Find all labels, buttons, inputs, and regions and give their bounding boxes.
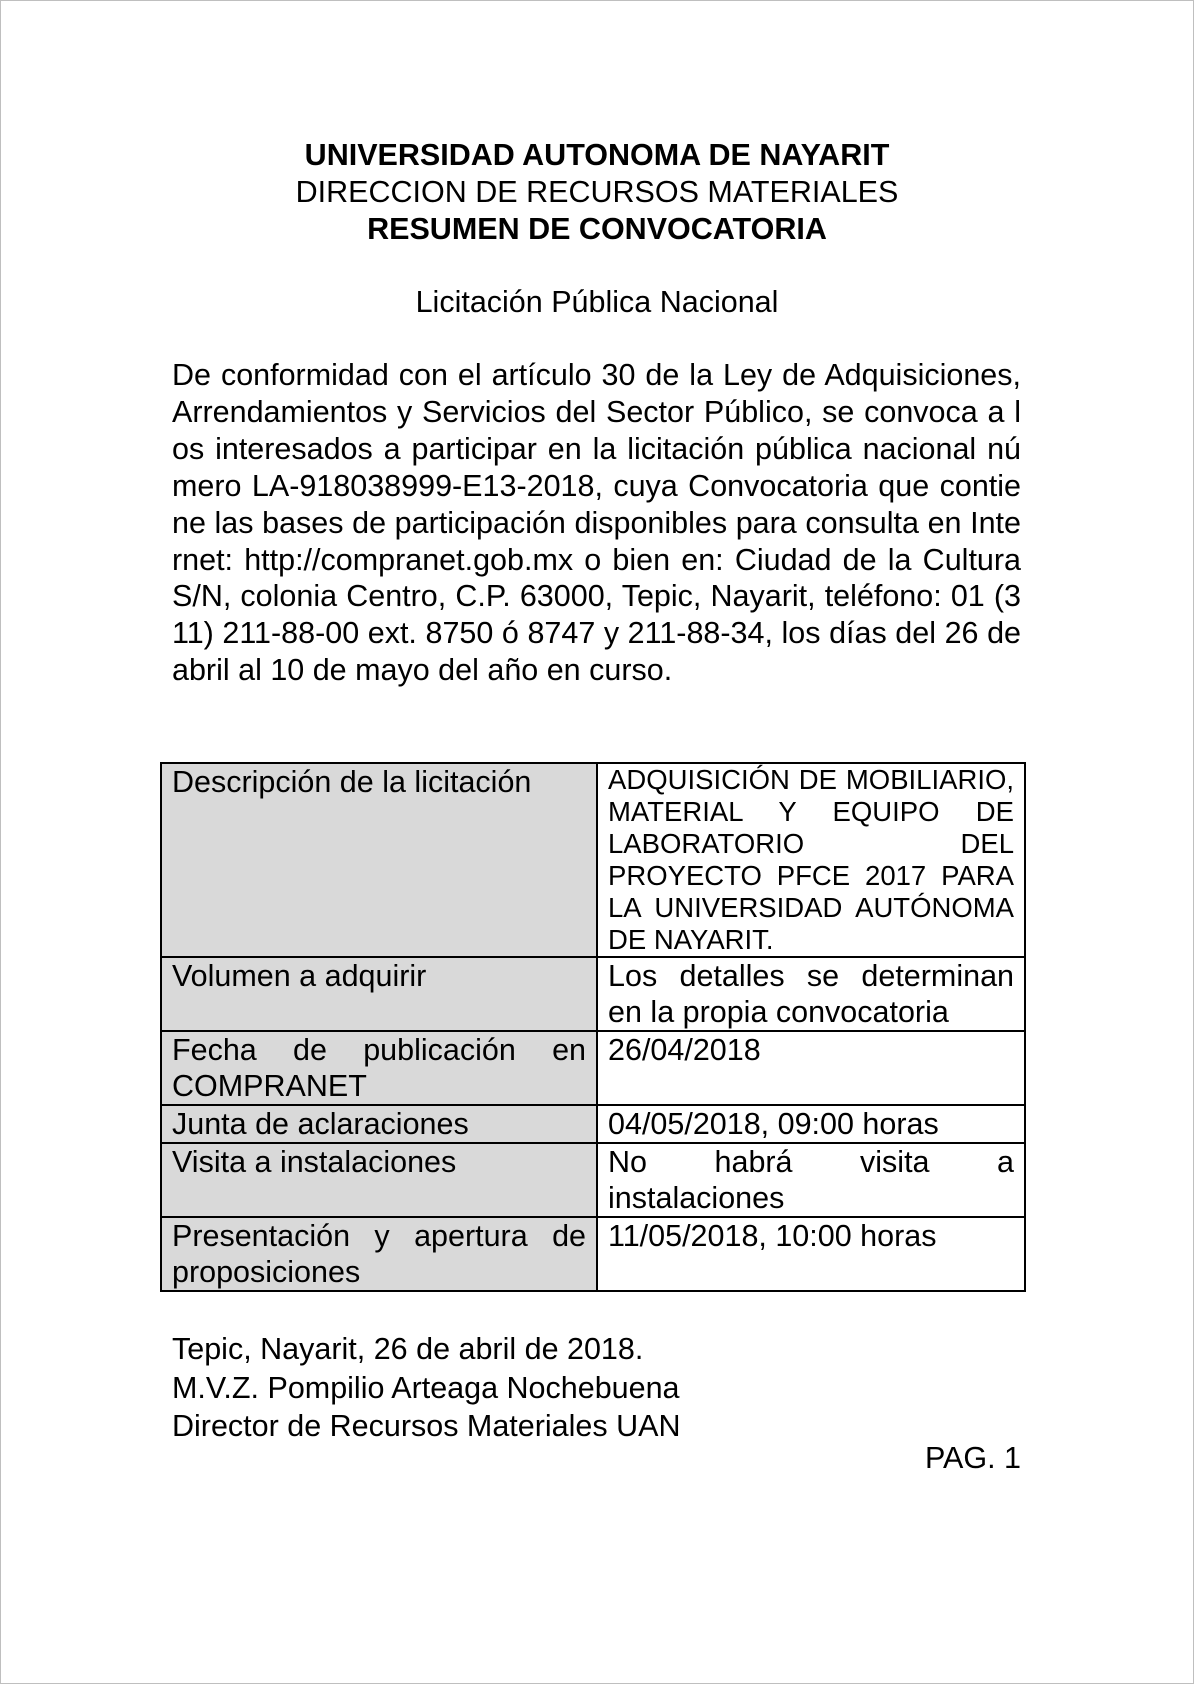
document-header: [0, 137, 1194, 248]
document-title: RESUMEN DE CONVOCATORIA: [367, 212, 827, 246]
row-value: 26/04/2018: [597, 1031, 1025, 1105]
row-label: Volumen a adquirir: [161, 957, 597, 1031]
page-number: PAG. 1: [924, 1441, 1021, 1475]
direction-name: DIRECCION DE RECURSOS MATERIALES: [295, 175, 899, 209]
table-row: [161, 763, 1025, 957]
row-value: 11/05/2018, 10:00 horas: [597, 1217, 1025, 1291]
intro-paragraph: De conformidad con el artículo 30 de la Ley de Adquisiciones, Arrendamientos y Servicios del Sector Público, se convoca a los interesados a participar en la licitación pública nacional número LA-918038999-E13-2018, cuya Convocatoria que contiene las bases de participación disponibles para consulta en Internet: http://compranet.gob.mx o bien en: Ciudad de la Cultura S/N, colonia Centro, C.P. 63000, Tepic, Nayarit, teléfono: 01 (311) 211-88-00 ext. 8750 ó 8747 y 211-88-34, los días del 26 de abril al 10 de mayo del año en curso.: [172, 358, 1021, 688]
row-label: Presentación y apertura de proposiciones: [161, 1217, 597, 1291]
tender-info-table: [160, 762, 1026, 1292]
table-row: [161, 1143, 1025, 1217]
row-label: Fecha de publicación en COMPRANET: [161, 1031, 597, 1105]
table-row: [161, 957, 1025, 1031]
row-value: 04/05/2018, 09:00 horas: [597, 1105, 1025, 1143]
signer-name: M.V.Z. Pompilio Arteaga Nochebuena: [172, 1370, 680, 1405]
row-value: ADQUISICIÓN DE MOBILIARIO, MATERIAL Y EQUIPO DE LABORATORIO DEL PROYECTO PFCE 2017 PARA LA UNIVERSIDAD AUTÓNOMA DE NAYARIT.: [597, 763, 1025, 957]
table-row: [161, 1217, 1025, 1291]
table-row: [161, 1105, 1025, 1143]
row-value: Los detalles se determinan en la propia convocatoria: [597, 957, 1025, 1031]
signature-block: [172, 1330, 681, 1446]
row-label: Descripción de la licitación: [161, 763, 597, 957]
row-label: Junta de aclaraciones: [161, 1105, 597, 1143]
signer-title: Director de Recursos Materiales UAN: [172, 1409, 681, 1443]
row-label: Visita a instalaciones: [161, 1143, 597, 1217]
university-name: UNIVERSIDAD AUTONOMA DE NAYARIT: [304, 138, 890, 172]
tender-type: Licitación Pública Nacional: [415, 285, 779, 319]
table-row: [161, 1031, 1025, 1105]
place-date: Tepic, Nayarit, 26 de abril de 2018.: [172, 1332, 644, 1366]
row-value: No habrá visita a instalaciones: [597, 1143, 1025, 1217]
